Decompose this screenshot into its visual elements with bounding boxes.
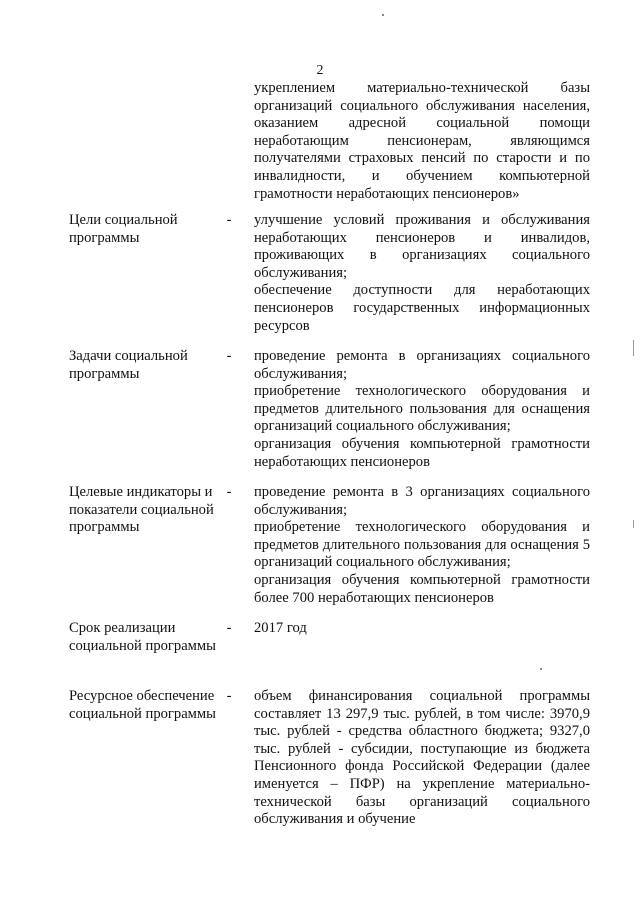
indicators-content xyxy=(254,484,590,607)
resources-paragraph: объем финансирования социальной программы составляет 13 297,9 тыс. рублей, в том числе: 3970,9 тыс. рублей - средства областного бюджета; 9327,0 тыс. рублей - субсидии, поступающие из бюджета Пенсионного фонда Российской Федерации (далее именуется – ПФР) на укрепление материально-технической базы организаций социального обслуживания и обучение xyxy=(254,688,590,828)
page-number: 2 xyxy=(316,63,324,78)
intro-paragraph xyxy=(254,80,590,203)
scan-dot xyxy=(540,668,542,670)
scan-mark xyxy=(633,340,634,356)
resources-content xyxy=(254,688,590,829)
period-label: Срок реализации социальной программы xyxy=(69,620,216,654)
tasks-label: Задачи социальной программы xyxy=(69,348,188,382)
goals-label: Цели социальной программы xyxy=(69,212,178,246)
goals-paragraph: улучшение условий проживания и обслуживания неработающих пенсионеров и инвалидов, проживающих в организациях социального обслуживания; xyxy=(254,212,590,281)
indicators-dash: - xyxy=(226,484,232,500)
scan-dot xyxy=(382,14,384,16)
intro-text: укреплением материально-технической базы организаций социального обслуживания населения, оказанием адресной социальной помощи неработающим пенсионерам, являющимся получателями страховых пенсий по старости и по инвалидности, и обучением компьютерной грамотности неработающих пенсионеров» xyxy=(254,80,590,202)
period-paragraph: 2017 год xyxy=(254,620,307,636)
tasks-paragraph: проведение ремонта в организациях социального обслуживания; xyxy=(254,348,590,382)
tasks-dash: - xyxy=(226,348,232,364)
indicators-paragraph: проведение ремонта в 3 организациях социального обслуживания; xyxy=(254,484,590,518)
period-dash: - xyxy=(226,620,232,636)
tasks-paragraph: организация обучения компьютерной грамотности неработающих пенсионеров xyxy=(254,435,590,470)
tasks-content xyxy=(254,348,590,471)
tasks-paragraph: приобретение технологического оборудования и предметов длительного пользования для оснащения организаций социального обслуживания; xyxy=(254,383,590,435)
resources-label: Ресурсное обеспечение социальной программы xyxy=(69,688,216,722)
goals-dash: - xyxy=(226,212,232,228)
goals-paragraph: обеспечение доступности для неработающих пенсионеров государственных информационных ресурсов xyxy=(254,282,590,334)
period-content xyxy=(254,620,590,638)
indicators-paragraph: организация обучения компьютерной грамотности более 700 неработающих пенсионеров xyxy=(254,571,590,606)
indicators-paragraph: приобретение технологического оборудования и предметов длительного пользования для оснащения 5 организаций социального обслуживания; xyxy=(254,519,590,571)
goals-content xyxy=(254,212,590,335)
scan-mark xyxy=(633,520,634,528)
resources-dash: - xyxy=(226,688,232,704)
indicators-label: Целевые индикаторы и показатели социальной программы xyxy=(69,484,214,536)
